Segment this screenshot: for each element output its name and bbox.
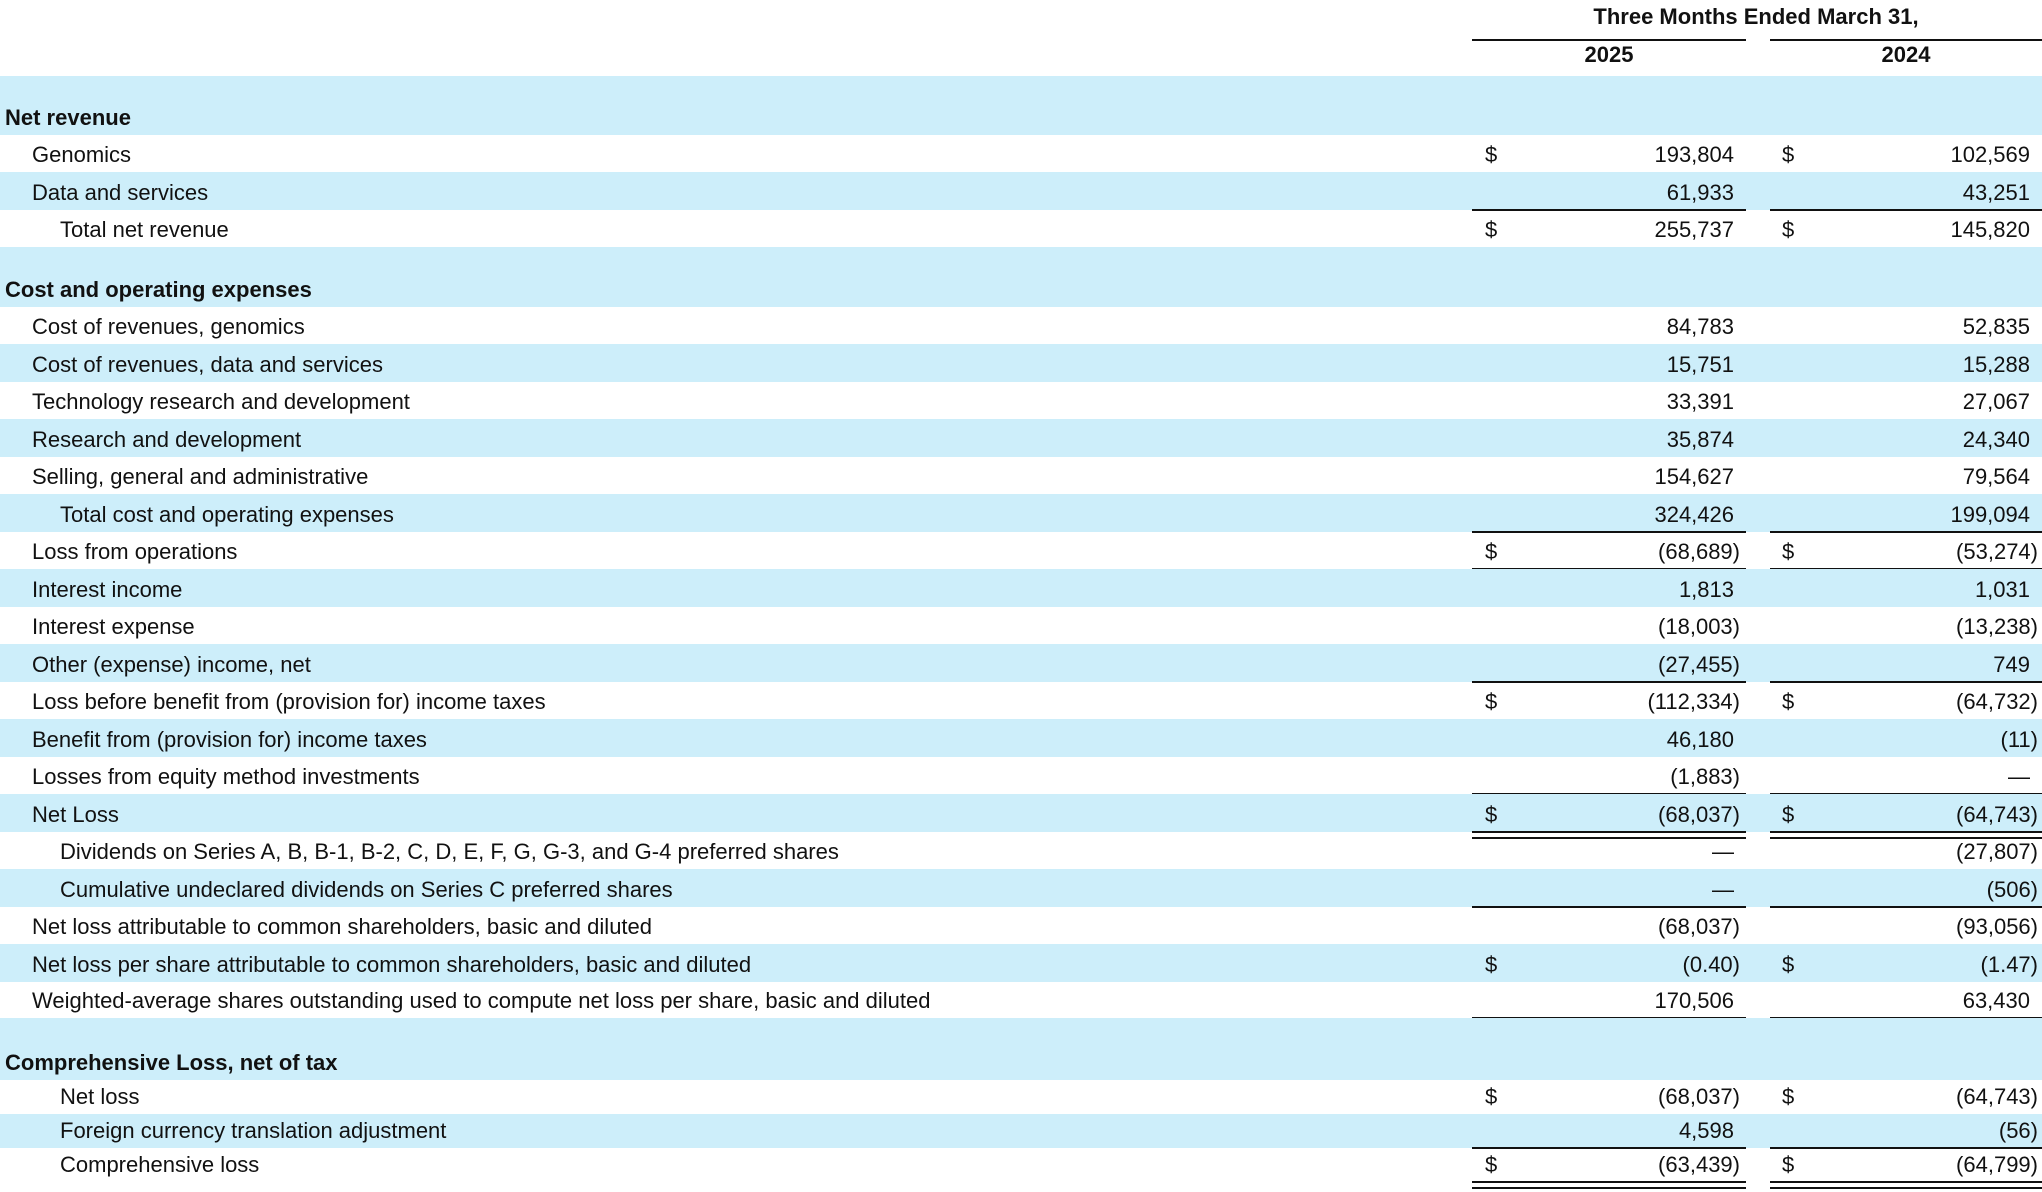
table-row bbox=[0, 457, 2042, 494]
value-2024: (1.47) bbox=[1980, 952, 2038, 977]
table-row bbox=[0, 1080, 2042, 1114]
table-row bbox=[0, 307, 2042, 344]
section-header-row bbox=[0, 1018, 2042, 1080]
value-2025: (68,037) bbox=[1658, 914, 1740, 939]
row-label: Net loss attributable to common shareholders, basic and diluted bbox=[32, 914, 653, 939]
row-label: Losses from equity method investments bbox=[32, 764, 420, 789]
value-2025: 35,874 bbox=[1666, 427, 1734, 452]
table-row bbox=[0, 757, 2042, 794]
value-2024: (56) bbox=[1998, 1118, 2038, 1143]
value-2025: 1,813 bbox=[1678, 577, 1734, 602]
value-2025: 324,426 bbox=[1654, 502, 1734, 527]
currency-symbol-2025: $ bbox=[1485, 539, 1498, 564]
year-header-2024: 2024 bbox=[1881, 42, 1931, 67]
header-rule-2024 bbox=[1770, 39, 2042, 41]
table-row bbox=[0, 719, 2042, 757]
table-row bbox=[0, 569, 2042, 607]
currency-symbol-2025: $ bbox=[1485, 689, 1498, 714]
value-2024: 15,288 bbox=[1962, 352, 2030, 377]
row-label: Foreign currency translation adjustment bbox=[60, 1118, 447, 1143]
row-label: Cumulative undeclared dividends on Series C preferred shares bbox=[60, 877, 673, 902]
double-rule-2025 bbox=[1472, 1181, 1746, 1189]
row-label: Benefit from (provision for) income taxes bbox=[32, 727, 427, 752]
row-label: Genomics bbox=[32, 142, 132, 167]
currency-symbol-2024: $ bbox=[1782, 1152, 1795, 1177]
row-label: Research and development bbox=[32, 427, 302, 452]
value-2024: (13,238) bbox=[1956, 614, 2038, 639]
currency-symbol-2025: $ bbox=[1485, 1152, 1498, 1177]
value-2025: 193,804 bbox=[1654, 142, 1734, 167]
table-row bbox=[0, 607, 2042, 644]
table-row bbox=[0, 382, 2042, 419]
row-label: Comprehensive loss bbox=[60, 1152, 260, 1177]
table-row bbox=[0, 869, 2042, 907]
table-row bbox=[0, 682, 2042, 719]
currency-symbol-2024: $ bbox=[1782, 142, 1795, 167]
row-label: Interest expense bbox=[32, 614, 195, 639]
row-label: Net loss bbox=[60, 1084, 140, 1109]
row-label: Other (expense) income, net bbox=[32, 652, 311, 677]
row-label: Loss from operations bbox=[32, 539, 238, 564]
section-label: Comprehensive Loss, net of tax bbox=[5, 1050, 338, 1075]
section-header-row bbox=[0, 247, 2042, 307]
value-2025: 255,737 bbox=[1654, 217, 1734, 242]
value-2025: 170,506 bbox=[1654, 988, 1734, 1013]
table-row bbox=[0, 944, 2042, 982]
row-label: Interest income bbox=[32, 577, 183, 602]
currency-symbol-2024: $ bbox=[1782, 1084, 1795, 1109]
row-label: Total cost and operating expenses bbox=[60, 502, 394, 527]
value-2024: (64,799) bbox=[1956, 1152, 2038, 1177]
table-row bbox=[0, 982, 2042, 1018]
table-row bbox=[0, 210, 2042, 247]
row-label: Weighted-average shares outstanding used to compute net loss per share, basic and diluted bbox=[32, 988, 931, 1013]
value-2024: (506) bbox=[1986, 877, 2038, 902]
table-row bbox=[0, 494, 2042, 532]
value-2024: — bbox=[2008, 764, 2030, 789]
value-2025: 46,180 bbox=[1666, 727, 1734, 752]
table-row bbox=[0, 135, 2042, 172]
value-2025: (68,037) bbox=[1658, 1084, 1740, 1109]
row-label: Net Loss bbox=[32, 802, 119, 827]
row-label: Data and services bbox=[32, 180, 209, 205]
header-rule-2025 bbox=[1472, 39, 1746, 41]
value-2025: 33,391 bbox=[1666, 389, 1734, 414]
table-row bbox=[0, 832, 2042, 869]
table-row bbox=[0, 419, 2042, 457]
table-row bbox=[0, 344, 2042, 382]
value-2024: (93,056) bbox=[1956, 914, 2038, 939]
row-label: Technology research and development bbox=[32, 389, 410, 414]
value-2025: (63,439) bbox=[1658, 1152, 1740, 1177]
value-2024: (11) bbox=[2000, 727, 2038, 752]
row-label: Loss before benefit from (provision for) income taxes bbox=[32, 689, 546, 714]
section-header-row bbox=[0, 76, 2042, 135]
value-2024: 102,569 bbox=[1950, 142, 2030, 167]
value-2024: (64,743) bbox=[1956, 1084, 2038, 1109]
year-header-2025: 2025 bbox=[1584, 42, 1634, 67]
value-2025: (68,689) bbox=[1658, 539, 1740, 564]
value-2025: (112,334) bbox=[1647, 689, 1740, 714]
value-2024: (64,732) bbox=[1956, 689, 2038, 714]
value-2024: 24,340 bbox=[1962, 427, 2030, 452]
value-2025: 61,933 bbox=[1666, 180, 1734, 205]
currency-symbol-2024: $ bbox=[1782, 802, 1795, 827]
row-label: Dividends on Series A, B, B-1, B-2, C, D, E, F, G, G-3, and G-4 preferred shares bbox=[60, 839, 839, 864]
currency-symbol-2024: $ bbox=[1782, 539, 1795, 564]
value-2024: 43,251 bbox=[1962, 180, 2030, 205]
value-2025: 15,751 bbox=[1666, 352, 1734, 377]
value-2024: (64,743) bbox=[1956, 802, 2038, 827]
value-2025: (68,037) bbox=[1658, 802, 1740, 827]
table-row bbox=[0, 1148, 2042, 1182]
value-2024: 79,564 bbox=[1962, 464, 2030, 489]
table-row bbox=[0, 794, 2042, 832]
table-row bbox=[0, 907, 2042, 944]
value-2025: — bbox=[1712, 839, 1734, 864]
table-row bbox=[0, 644, 2042, 682]
currency-symbol-2024: $ bbox=[1782, 689, 1795, 714]
row-label: Selling, general and administrative bbox=[32, 464, 369, 489]
row-label: Cost of revenues, genomics bbox=[32, 314, 305, 339]
currency-symbol-2025: $ bbox=[1485, 217, 1498, 242]
value-2025: (27,455) bbox=[1658, 652, 1740, 677]
value-2025: 4,598 bbox=[1678, 1118, 1734, 1143]
currency-symbol-2025: $ bbox=[1485, 802, 1498, 827]
currency-symbol-2025: $ bbox=[1485, 142, 1498, 167]
double-rule-2024 bbox=[1770, 1181, 2042, 1189]
value-2025: 154,627 bbox=[1654, 464, 1734, 489]
table-row bbox=[0, 532, 2042, 569]
value-2024: 199,094 bbox=[1950, 502, 2030, 527]
value-2024: (53,274) bbox=[1956, 539, 2038, 564]
value-2024: 145,820 bbox=[1950, 217, 2030, 242]
value-2024: 1,031 bbox=[1974, 577, 2030, 602]
value-2025: (0.40) bbox=[1682, 952, 1740, 977]
value-2025: (1,883) bbox=[1670, 764, 1740, 789]
value-2025: (18,003) bbox=[1658, 614, 1740, 639]
period-header: Three Months Ended March 31, bbox=[1593, 4, 1919, 29]
currency-symbol-2024: $ bbox=[1782, 952, 1795, 977]
currency-symbol-2025: $ bbox=[1485, 1084, 1498, 1109]
row-label: Cost of revenues, data and services bbox=[32, 352, 383, 377]
section-label: Net revenue bbox=[5, 105, 131, 130]
value-2024: 63,430 bbox=[1962, 988, 2030, 1013]
row-label: Net loss per share attributable to common shareholders, basic and diluted bbox=[32, 952, 752, 977]
table-row bbox=[0, 172, 2042, 210]
section-label: Cost and operating expenses bbox=[5, 277, 312, 302]
value-2024: 27,067 bbox=[1962, 389, 2030, 414]
value-2024: 52,835 bbox=[1962, 314, 2030, 339]
value-2024: 749 bbox=[1993, 652, 2030, 677]
value-2025: 84,783 bbox=[1666, 314, 1734, 339]
table-row bbox=[0, 1114, 2042, 1148]
currency-symbol-2025: $ bbox=[1485, 952, 1498, 977]
value-2025: — bbox=[1712, 877, 1734, 902]
currency-symbol-2024: $ bbox=[1782, 217, 1795, 242]
row-label: Total net revenue bbox=[60, 217, 229, 242]
value-2024: (27,807) bbox=[1956, 839, 2038, 864]
